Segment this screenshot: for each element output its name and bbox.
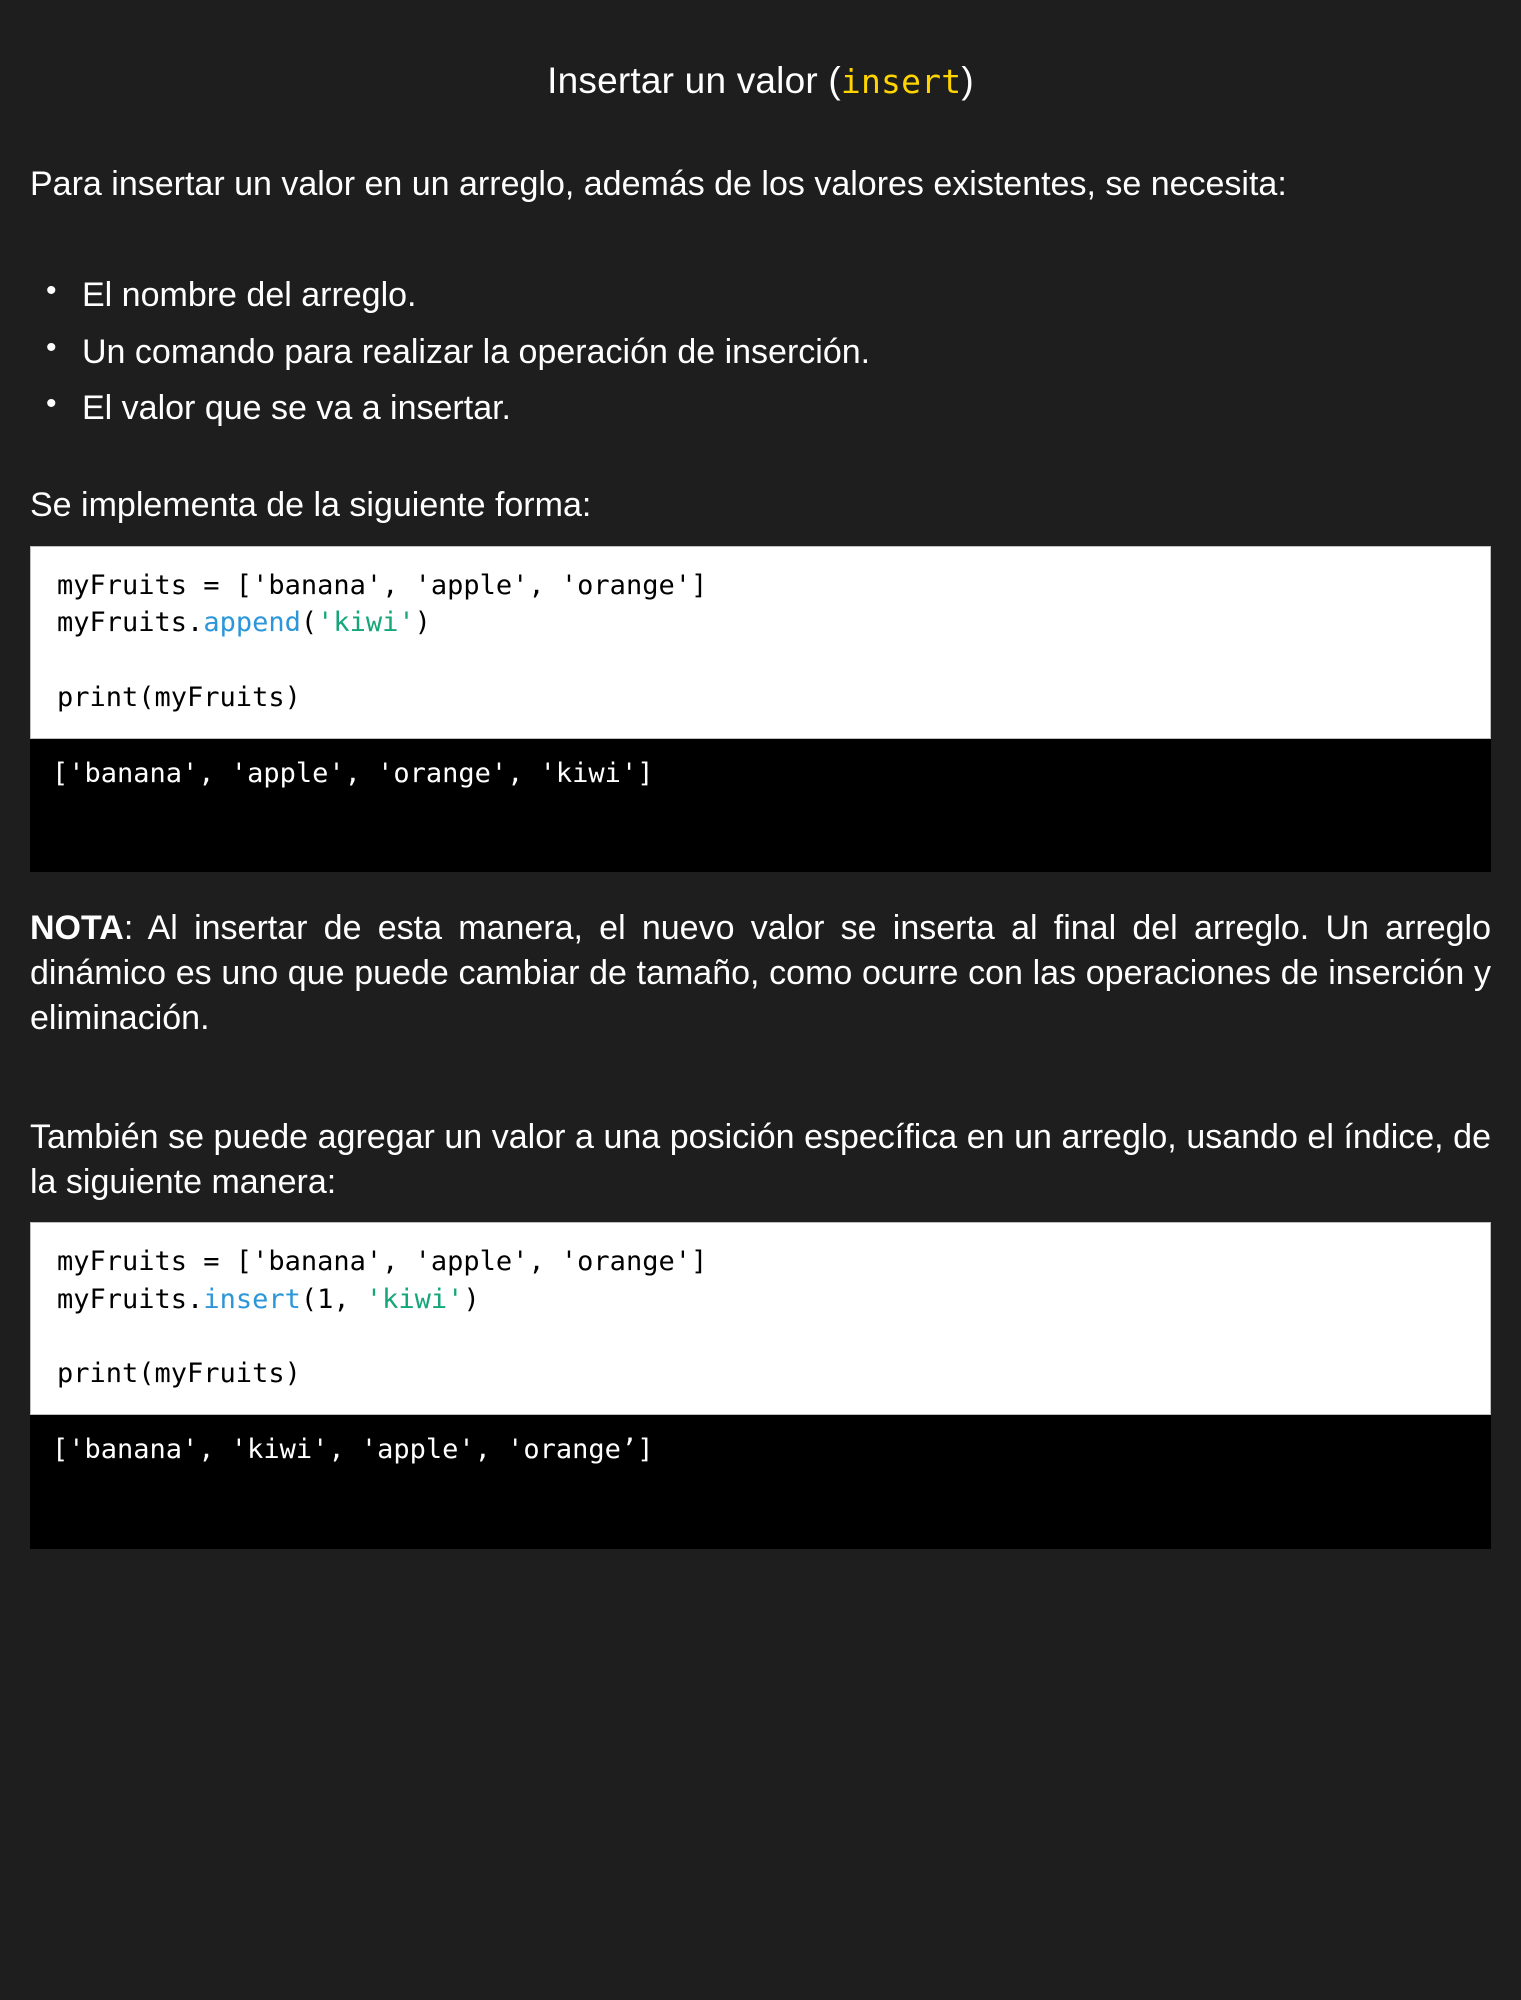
- code-args-prefix: (1,: [300, 1283, 366, 1315]
- output-block-append: ['banana', 'apple', 'orange', 'kiwi']: [30, 739, 1491, 872]
- code-string-kiwi: 'kiwi': [317, 607, 415, 639]
- spacer: [30, 439, 1491, 483]
- list-item: • El valor que se va a insertar.: [30, 382, 1491, 435]
- lead-in-insert: También se puede agregar un valor a una posición específica en un arreglo, usando el índice, de la siguiente manera:: [30, 1117, 1491, 1201]
- code-line-1: myFruits = ['banana', 'apple', 'orange']: [57, 1246, 708, 1278]
- note-paragraph: [30, 906, 1491, 1041]
- page-title-keyword: insert: [840, 62, 962, 101]
- code-line-4: print(myFruits): [57, 681, 301, 713]
- code-sample-append: [30, 546, 1491, 872]
- code-line-2-prefix: myFruits.: [57, 607, 204, 639]
- code-block-append: [30, 546, 1491, 739]
- spacer: [30, 1059, 1491, 1115]
- page-title-prefix: Insertar un valor (: [547, 60, 841, 101]
- code-paren-open: (: [300, 607, 318, 639]
- spacer: [30, 878, 1491, 906]
- code-line-4: print(myFruits): [57, 1358, 301, 1390]
- page-title: [30, 60, 1491, 102]
- code-paren-close: ): [414, 607, 431, 639]
- list-item: • Un comando para realizar la operación de inserción.: [30, 326, 1491, 379]
- spacer: [30, 225, 1491, 269]
- page-title-suffix: ): [961, 60, 974, 101]
- code-sample-insert: [30, 1222, 1491, 1548]
- code-function-insert: insert: [203, 1283, 301, 1315]
- note-text: : Al insertar de esta manera, el nuevo valor se inserta al final del arreglo. Un arreglo dinámico es uno que puede cambiar de tamaño, como ocurre con las operaciones de inserción y eliminación.: [30, 909, 1491, 1037]
- lead-in-append: Se implementa de la siguiente forma:: [30, 485, 592, 524]
- code-function-append: append: [203, 607, 301, 639]
- list-item: • El nombre del arreglo.: [30, 269, 1491, 322]
- output-block-insert: ['banana', 'kiwi', 'apple', 'orange’]: [30, 1415, 1491, 1548]
- requirements-list: [30, 269, 1491, 435]
- code-line-1: myFruits = ['banana', 'apple', 'orange']: [57, 569, 708, 601]
- note-label: NOTA: [30, 909, 124, 948]
- code-paren-close: ): [463, 1283, 480, 1315]
- intro-paragraph: Para insertar un valor en un arreglo, además de los valores existentes, se necesita:: [30, 165, 1287, 203]
- code-string-kiwi: 'kiwi': [365, 1283, 464, 1315]
- code-block-insert: [30, 1222, 1491, 1415]
- code-line-2-prefix: myFruits.: [57, 1283, 204, 1315]
